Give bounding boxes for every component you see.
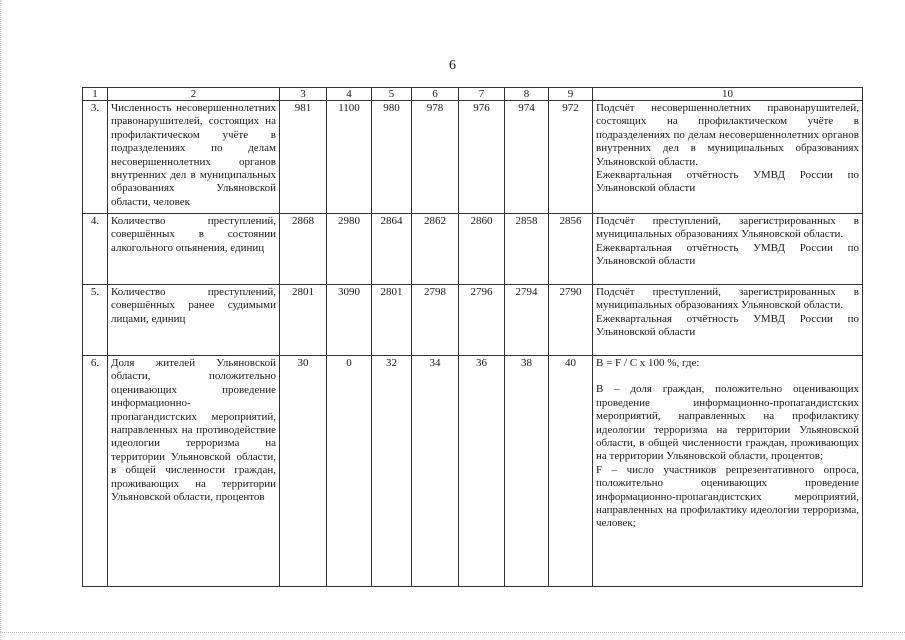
source-text: Ежеквартальная отчётность УМВД России по Ульяновской области [596,241,859,268]
source-text: Подсчёт преступлений, зарегистрированных в муниципальных образованиях Ульяновской области. [596,215,859,241]
header-col-5: 5 [372,88,412,101]
source-text: Подсчёт несовершеннолетних правонарушителей, состоящих на профилактическом учёте в подразделениях по делам несовершеннолетних органов внутренних дел в муниципальных образованиях Ульяновской области. [596,102,859,168]
value-cell: 2856 [549,214,593,285]
formula-text: B = F / C x 100 %, где: [596,357,700,369]
value-cell: 981 [280,101,327,214]
header-col-3: 3 [280,88,327,101]
table-row [83,214,863,285]
value-cell: 2858 [505,214,549,285]
source-text: B – доля граждан, положительно оценивающих проведение информационно-пропагандистских мероприятий, направленных на профилактику идеологии терроризма на территории Ульяновской области, в общей численности граждан, проживающих на территории Ульяновской области, процентов; [596,383,859,463]
value-cell: 2790 [549,285,593,356]
indicator-name: Численность несовершеннолетних правонарушителей, состоящих на профилактическом учёте в подразделениях по делам несовершеннолетних органов внутренних дел в муниципальных образованиях Ульяновской области, человек [108,101,280,214]
header-row [83,88,863,101]
value-cell: 40 [549,356,593,587]
indicator-name: Количество преступлений, совершённых в состоянии алкогольного опьянения, единиц [108,214,280,285]
indicators-table [82,87,863,587]
value-cell: 1100 [327,101,372,214]
scan-edge [0,632,905,634]
header-col-6: 6 [412,88,459,101]
header-col-2: 2 [108,88,280,101]
value-cell: 2801 [372,285,412,356]
value-cell: 978 [412,101,459,214]
table-row [83,356,863,587]
row-index: 4. [83,214,108,285]
row-index: 3. [83,101,108,214]
value-cell: 30 [280,356,327,587]
value-cell: 32 [372,356,412,587]
value-cell: 36 [459,356,505,587]
table-row [83,101,863,214]
source-text: Ежеквартальная отчётность УМВД России по Ульяновской области [596,312,859,339]
value-cell: 0 [327,356,372,587]
header-col-4: 4 [327,88,372,101]
source-text: Подсчёт преступлений, зарегистрированных в муниципальных образованиях Ульяновской области. [596,286,859,312]
source-cell [593,285,863,356]
page-number: 6 [449,58,456,73]
source-cell [593,214,863,285]
header-col-9: 9 [549,88,593,101]
value-cell: 3090 [327,285,372,356]
header-col-7: 7 [459,88,505,101]
source-text: Ежеквартальная отчётность УМВД России по Ульяновской области [596,169,859,195]
indicator-name: Доля жителей Ульяновской области, положительно оценивающих проведение информационно-пропагандистских мероприятий, направленных на противодействие идеологии терроризма на территории Ульяновской области, в общей численности граждан, проживающих на территории Ульяновской области, процентов [108,356,280,587]
value-cell: 34 [412,356,459,587]
indicator-name: Количество преступлений, совершённых ранее судимыми лицами, единиц [108,285,280,356]
value-cell: 2796 [459,285,505,356]
value-cell: 974 [505,101,549,214]
value-cell: 2860 [459,214,505,285]
value-cell: 2980 [327,214,372,285]
source-text: F – число участников репрезентативного опроса, положительно оценивающих проведение информационно-пропагандистских мероприятий, направленных на профилактику идеологии терроризма, человек; [596,463,859,530]
header-col-8: 8 [505,88,549,101]
source-cell [593,101,863,214]
table-row [83,285,863,356]
value-cell: 2864 [372,214,412,285]
value-cell: 980 [372,101,412,214]
header-col-10: 10 [593,88,863,101]
value-cell: 2862 [412,214,459,285]
row-index: 5. [83,285,108,356]
value-cell: 2794 [505,285,549,356]
source-cell [593,356,863,587]
value-cell: 2798 [412,285,459,356]
value-cell: 976 [459,101,505,214]
value-cell: 2801 [280,285,327,356]
value-cell: 972 [549,101,593,214]
value-cell: 2868 [280,214,327,285]
value-cell: 38 [505,356,549,587]
scan-edge [0,0,4,640]
header-col-1: 1 [83,88,108,101]
row-index: 6. [83,356,108,587]
